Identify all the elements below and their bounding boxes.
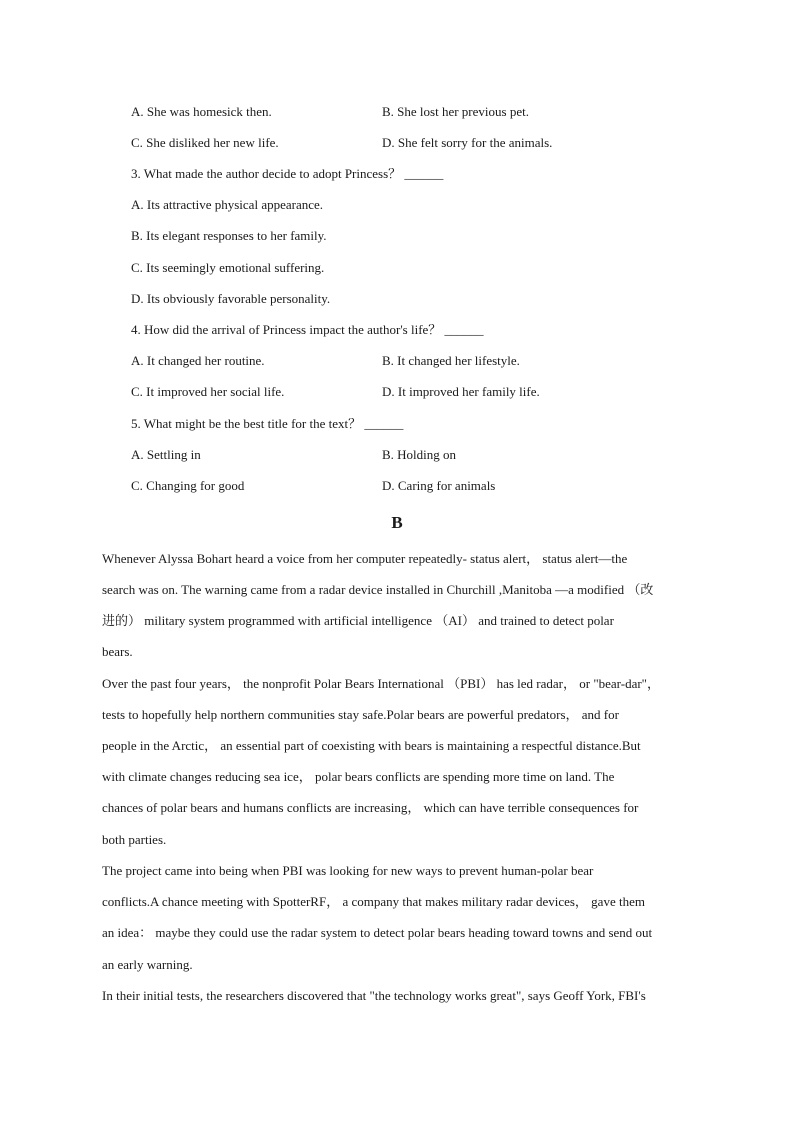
q2-option-c: C. She disliked her new life. [131,135,279,150]
q2-option-d: D. She felt sorry for the animals. [382,135,553,150]
q3-option-a: A. Its attractive physical appearance. [131,197,324,212]
q5-stem: 5. What might be the best title for the text？ ______ [131,416,404,431]
q4-stem: 4. How did the arrival of Princess impact the author's life？ ______ [131,322,484,337]
passage-line: Whenever Alyssa Bohart heard a voice from her computer repeatedly- status alert， status alert—the [102,551,628,566]
q4-option-b: B. It changed her lifestyle. [382,353,520,368]
passage-line: an idea： maybe they could use the radar system to detect polar bears heading toward towns and send out [102,925,653,940]
passage-line: Over the past four years， the nonprofit Polar Bears International （PBI） has led radar， or "bear-dar"， [102,676,660,691]
q4-option-a: A. It changed her routine. [131,353,265,368]
passage-line: bears. [102,644,133,659]
q4-option-d: D. It improved her family life. [382,384,540,399]
q2-option-b: B. She lost her previous pet. [382,104,529,119]
q3-option-b: B. Its elegant responses to her family. [131,228,327,243]
q5-option-d: D. Caring for animals [382,478,496,493]
passage-line: people in the Arctic， an essential part of coexisting with bears is maintaining a respectful distance.But [102,738,641,753]
passage-line: chances of polar bears and humans conflicts are increasing， which can have terrible consequences for [102,800,639,815]
passage-line: both parties. [102,832,167,847]
q5-option-a: A. Settling in [131,447,201,462]
q4-option-c: C. It improved her social life. [131,384,285,399]
q3-stem: 3. What made the author decide to adopt Princess？ ______ [131,166,444,181]
passage-line: 进的） military system programmed with artificial intelligence （AI） and trained to detect polar [102,613,614,628]
passage-line: In their initial tests, the researchers discovered that "the technology works great", says Geoff York, FBI's [102,988,646,1003]
passage-line: The project came into being when PBI was looking for new ways to prevent human-polar bear [102,863,594,878]
passage-line: with climate changes reducing sea ice， polar bears conflicts are spending more time on land. The [102,769,615,784]
passage-line: an early warning. [102,957,193,972]
q3-option-c: C. Its seemingly emotional suffering. [131,260,325,275]
passage-line: conflicts.A chance meeting with SpotterRF， a company that makes military radar devices， gave them [102,894,645,909]
q3-option-d: D. Its obviously favorable personality. [131,291,331,306]
q5-option-b: B. Holding on [382,447,457,462]
passage-line: search was on. The warning came from a radar device installed in Churchill ,Manitoba —a modified （改 [102,582,654,597]
section-b-title: B [391,513,403,532]
passage-line: tests to hopefully help northern communities stay safe.Polar bears are powerful predators， and for [102,707,619,722]
q2-option-a: A. She was homesick then. [131,104,272,119]
q5-option-c: C. Changing for good [131,478,245,493]
